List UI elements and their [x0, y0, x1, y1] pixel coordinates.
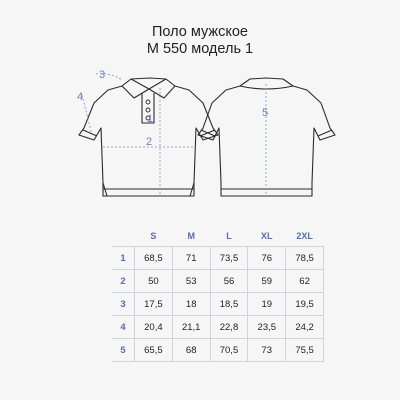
measure-label-4: 4 — [77, 91, 84, 103]
table-cell: 68 — [172, 339, 210, 362]
table-cell: 78,5 — [286, 247, 324, 270]
button-icon — [146, 108, 150, 112]
table-cell: 75,5 — [286, 339, 324, 362]
title-line-2: М 550 модель 1 — [146, 41, 254, 57]
row-number: 4 — [112, 316, 135, 339]
row-number: 2 — [112, 270, 135, 293]
measure-label-2: 2 — [146, 136, 153, 148]
measure-label-5: 5 — [262, 107, 269, 119]
table-cell: 62 — [286, 270, 324, 293]
size-header-xl: XL — [261, 231, 273, 241]
measurement-lines — [82, 74, 269, 196]
table-cell: 56 — [210, 270, 248, 293]
button-icon — [146, 100, 150, 104]
table-row — [112, 270, 324, 293]
size-header-2xl: 2XL — [296, 231, 313, 241]
table-row — [112, 293, 324, 316]
size-header-l: L — [226, 231, 232, 241]
size-header-m: M — [187, 231, 195, 241]
table-cell: 18,5 — [210, 293, 248, 316]
row-number: 5 — [112, 339, 135, 362]
corner-cell — [112, 226, 135, 247]
table-cell: 19,5 — [286, 293, 324, 316]
table-cell: 73,5 — [210, 247, 248, 270]
title-line-1: Поло мужское — [151, 24, 248, 40]
size-table — [112, 226, 324, 362]
table-row — [112, 339, 324, 362]
table-cell: 65,5 — [135, 339, 173, 362]
table-cell: 22,8 — [210, 316, 248, 339]
table-cell: 70,5 — [210, 339, 248, 362]
table-cell: 50 — [135, 270, 173, 293]
table-cell: 23,5 — [248, 316, 286, 339]
table-cell: 73 — [248, 339, 286, 362]
table-cell: 68,5 — [135, 247, 173, 270]
table-cell: 76 — [248, 247, 286, 270]
size-header-s: S — [150, 231, 157, 241]
measure-label-3: 3 — [99, 69, 106, 81]
row-number: 3 — [112, 293, 135, 316]
row-number: 1 — [112, 247, 135, 270]
table-cell: 18 — [172, 293, 210, 316]
table-cell: 24,2 — [286, 316, 324, 339]
table-cell: 53 — [172, 270, 210, 293]
back-shirt-drawing — [198, 78, 335, 196]
table-cell: 19 — [248, 293, 286, 316]
table-cell: 20,4 — [135, 316, 173, 339]
table-cell: 59 — [248, 270, 286, 293]
table-row — [112, 247, 324, 270]
table-cell: 71 — [172, 247, 210, 270]
table-row — [112, 316, 324, 339]
table-cell: 17,5 — [135, 293, 173, 316]
measure-label-1: 1 — [147, 113, 154, 125]
size-header-row — [112, 226, 324, 247]
table-cell: 21,1 — [172, 316, 210, 339]
